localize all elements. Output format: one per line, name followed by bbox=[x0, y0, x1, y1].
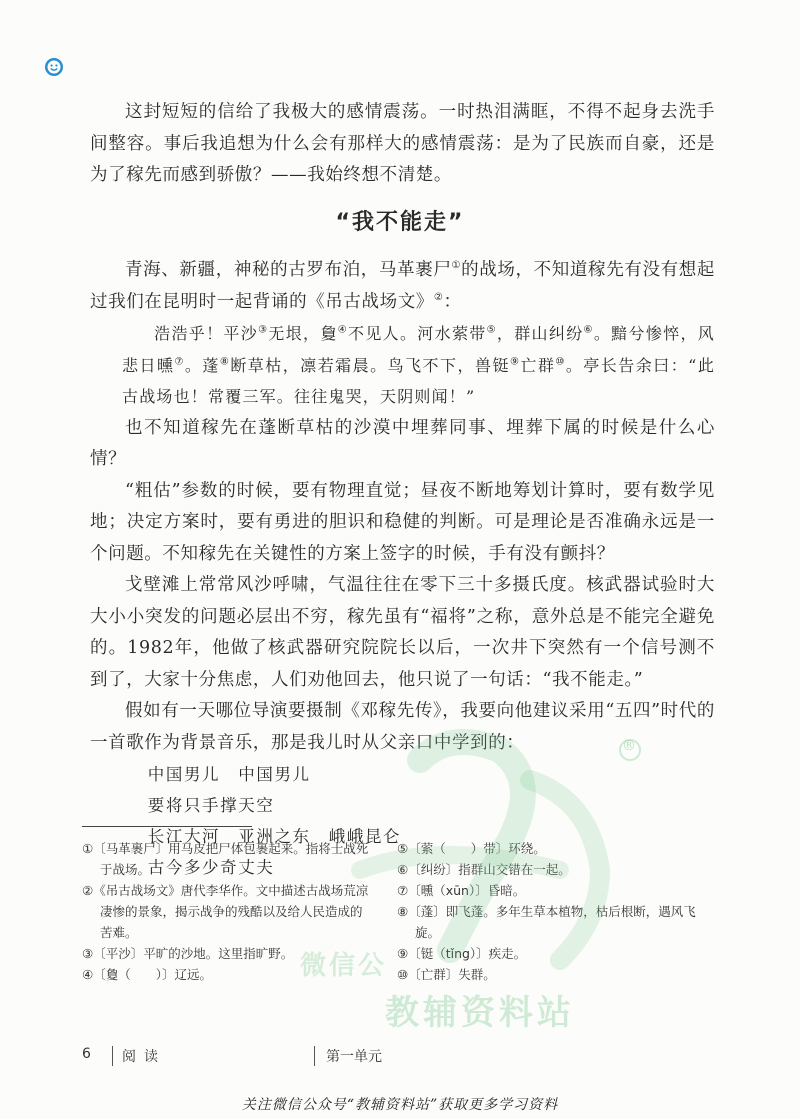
footnote-ref: ④ bbox=[337, 324, 348, 336]
footnote-divider bbox=[82, 826, 252, 827]
footnote-ref: ⑧ bbox=[219, 356, 231, 368]
footnote-ref-2: ② bbox=[433, 291, 444, 303]
song-line: 中国男儿 中国男儿 bbox=[147, 765, 311, 784]
footnote: ②《吊古战场文》唐代李华作。文中描述古战场荒凉凄惨的景象，揭示战争的残酷以及给人民造成的苦难。 bbox=[82, 883, 369, 940]
song-line: 长江大河 亚洲之东 峨峨昆仑 bbox=[147, 827, 402, 846]
paragraph-2: 也不知道稼先在蓬断草枯的沙漠中埋葬同事、埋葬下属的时候是什么心情？ bbox=[90, 417, 715, 469]
p1-text-c: ： bbox=[443, 291, 462, 312]
p1-text-a: 青海、新疆，神秘的古罗布泊，马革裹尸 bbox=[125, 260, 452, 280]
bottom-banner: 关注微信公众号“教辅资料站”获取更多学习资料 bbox=[241, 1097, 559, 1113]
footnote-ref-1: ① bbox=[451, 260, 462, 272]
quote-seg: 不见人。河水萦带 bbox=[348, 324, 487, 343]
footnote: ③〔平沙〕平旷的沙地。这里指旷野。 bbox=[82, 946, 294, 961]
footnote: ①〔马革裹尸〕用马皮把尸体包裹起来。指将士战死于战场。 bbox=[82, 841, 369, 877]
paragraph-1 bbox=[90, 255, 715, 318]
footer-divider bbox=[112, 1046, 113, 1066]
footer-section: 阅读 bbox=[122, 1049, 166, 1065]
watermark-text-2: 教辅资料站 bbox=[385, 993, 575, 1033]
smiley-icon bbox=[44, 57, 64, 77]
quote-seg: 无垠，敻 bbox=[268, 324, 338, 343]
quote-seg: 断草枯，凛若霜晨。鸟飞不下，兽铤 bbox=[230, 355, 510, 375]
section-heading: “我不能走” bbox=[335, 210, 465, 235]
quote-seg: 亡群 bbox=[520, 355, 556, 375]
footnote: ⑤〔萦（ ）带〕环绕。 bbox=[397, 841, 546, 856]
footnotes-right bbox=[397, 838, 697, 985]
paragraph-3: “粗估”参数的时候，要有物理直觉；昼夜不断地筹划计算时，要有数学见地；决定方案时，要有勇进的胆识和稳健的判断。可是理论是否准确永远是一个问题。不知稼先在关键性的方案上签字的时候，手有没有颤抖？ bbox=[90, 480, 715, 564]
paragraph-4: 戈壁滩上常常风沙呼啸，气温往往在零下三十多摄氏度。核武器试验时大大小小突发的问题必层出不穷，稼先虽有“福将”之称，意外总是不能完全避免的。1982年，他做了核武器研究院院长以后，一次井下突然有一个信号测不到了，大家十分焦虑，人们劝他回去，他只说了一句话：“我不能走。” bbox=[90, 575, 715, 690]
quote-seg: 。亭长告余曰：“此古战场也！常覆三军。往往鬼哭，天阴则闻！” bbox=[122, 355, 716, 406]
footnote-ref: ⑨ bbox=[509, 356, 521, 368]
paragraph-5: 假如有一天哪位导演要摄制《邓稼先传》，我要向他建议采用“五四”时代的一首歌作为背景音乐，那是我儿时从父亲口中学到的： bbox=[90, 701, 715, 753]
quote-seg: 浩浩乎！平沙 bbox=[154, 324, 259, 343]
p1-text-b: 的战场，不知道稼先有没有想起过我们在昆明时一起背诵的《吊古战场文》 bbox=[90, 260, 715, 312]
footer-unit: 第一单元 bbox=[326, 1049, 382, 1065]
footnote: ⑧〔蓬〕即飞蓬。多年生草本植物，枯后根断，遇风飞旋。 bbox=[397, 904, 696, 940]
intro-paragraph: 这封短短的信给了我极大的感情震荡。一时热泪满眶，不得不起身去洗手间整容。事后我追想为什么会有那样大的感情震荡：是为了民族而自豪，还是为了稼先而感到骄傲？——我始终想不清楚。 bbox=[90, 102, 715, 185]
footnote: ⑨〔铤（tǐng）〕疾走。 bbox=[397, 946, 527, 961]
footnote-ref: ③ bbox=[258, 324, 269, 336]
footer-divider bbox=[314, 1046, 315, 1066]
footnote: ⑩〔亡群〕失群。 bbox=[397, 967, 496, 982]
footnote: ⑥〔纠纷〕指群山交错在一起。 bbox=[397, 862, 571, 877]
footnote: ⑦〔曛（xūn）〕昏暗。 bbox=[397, 883, 526, 898]
song-line: 古今多少奇丈夫 bbox=[147, 858, 275, 877]
quote-seg: 。黯兮惨悴，风悲日曛 bbox=[122, 324, 715, 375]
footnote-ref: ⑩ bbox=[555, 356, 566, 368]
footnote-ref: ⑥ bbox=[583, 324, 594, 336]
registered-mark: ® bbox=[622, 738, 636, 754]
footnote: ④〔敻（ ）〕辽远。 bbox=[82, 967, 212, 982]
classical-quote bbox=[90, 318, 715, 413]
watermark-text-1: 微信公 bbox=[300, 951, 388, 981]
song-line: 要将只手撑天空 bbox=[147, 796, 275, 815]
page-number: 6 bbox=[82, 1046, 91, 1062]
quote-seg: 。蓬 bbox=[184, 355, 220, 375]
footnote-ref: ⑦ bbox=[174, 356, 185, 368]
quote-seg: ，群山纠纷 bbox=[496, 324, 584, 343]
main-text bbox=[90, 255, 715, 883]
footnote-ref: ⑤ bbox=[486, 324, 497, 336]
intro-block bbox=[90, 97, 715, 192]
